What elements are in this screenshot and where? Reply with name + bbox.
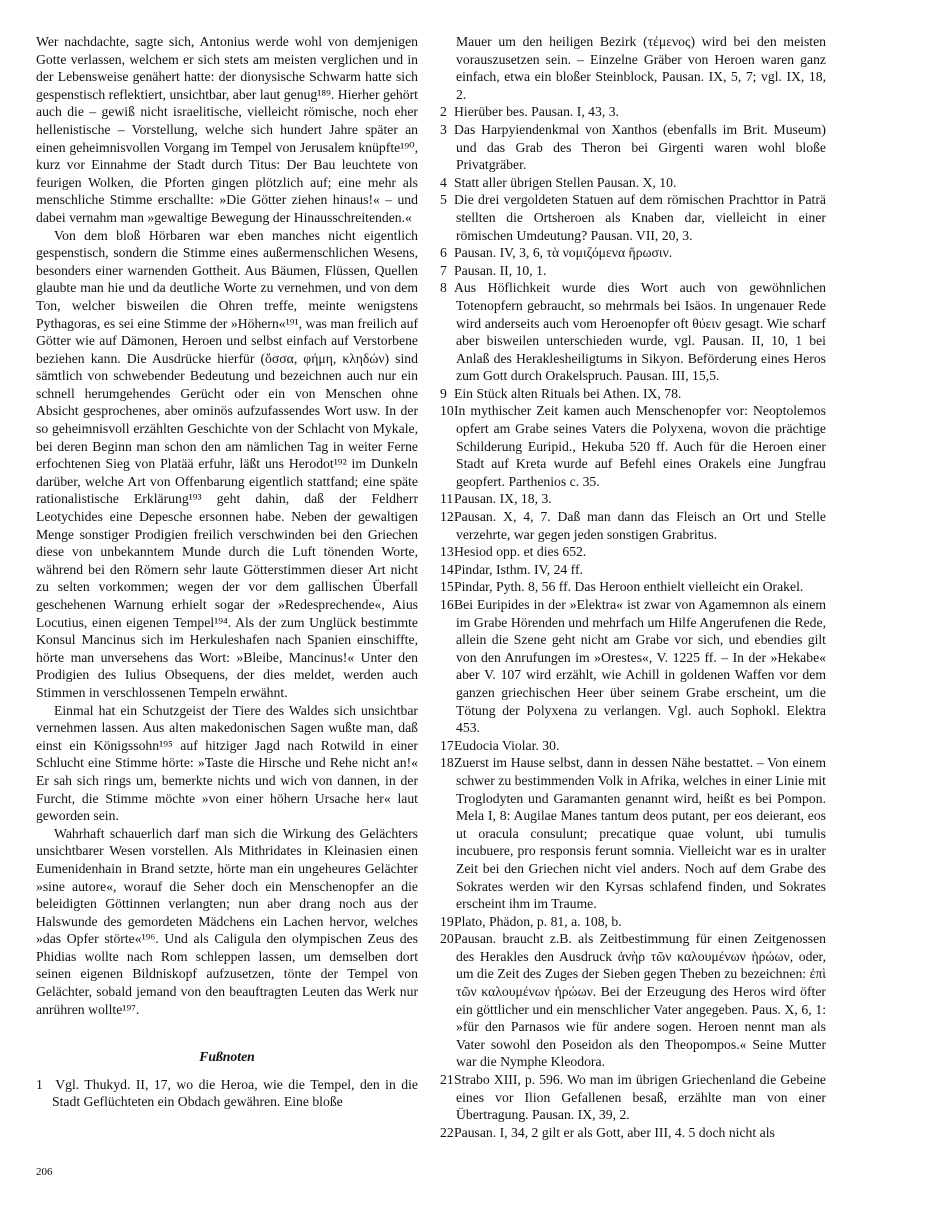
paragraph: Einmal hat ein Schutzgeist der Tiere des Waldes sich unsichtbar vernehmen lassen. Aus alten makedonischen Sagen wußte man, daß einst ein Königssohn¹⁹⁵ auf hitziger Jagd nach Rotwild in einer Schlucht eine Stimme hörte: »Taste die Hirsche und Rehe nicht an!« Er sah sich rings um, bemerkte nichts und wich von dannen, in der Furcht, die Stimme möchte »von einer höhern Ursache her« laut geworden sein. — [36, 702, 418, 824]
footnote-number: 4 — [440, 174, 447, 190]
footnote-text: In mythischer Zeit kamen auch Menschenopfer vor: Neoptolemos opfert am Grabe seines Vaters die Polyxena, wovon die prächtige Schilderung Euripid., Hekuba 520 ff. Auch für die Heroen einer Stadt auf Kreta wurde auf Befehl eines Orakels eine Jungfrau geopfert. Parthenios c. 35. — [454, 403, 826, 489]
footnote-text: Pausan. II, 10, 1. — [454, 262, 547, 278]
footnote-text: Strabo XIII, p. 596. Wo man im übrigen Griechenland die Gebeine eines vor Ilion Gefallenen besaß, erzählte man von einer Übertragung. Pausan. IX, 39, 2. — [454, 1072, 826, 1123]
footnote — [440, 244, 826, 262]
footnote — [440, 930, 826, 1071]
footnote-number: 21 — [440, 1072, 454, 1088]
footnote — [440, 121, 826, 174]
footnote-text: Bei Euripides in der »Elektra« ist zwar von Agamemnon als einem im Grabe Hörenden und mehrfach um Hilfe Angerufenen die Rede, allein die Szene geht nicht am Grabe vor sich, und ebendies gilt von den Anrufungen im »Orestes«, V. 1225 ff. – In der »Hekabe« aber V. 107 wird erzählt, wie Achill in goldenen Waffen vor dem ganzen griechischen Heer über seinem Grabe erscheint, um die Tötung der Polyxena zu verlangen. Vgl. auch Sophokl. Elektra 453. — [454, 597, 826, 736]
footnote-continuation — [440, 33, 826, 103]
footnote-number: 10 — [440, 403, 454, 419]
footnote — [36, 1076, 418, 1111]
footnote-text: Hierüber bes. Pausan. I, 43, 3. — [454, 104, 619, 120]
paragraph: Wer nachdachte, sagte sich, Antonius werde wohl von demjenigen Gotte verlassen, welchem er sich stets am meisten verglichen und in der Lebensweise genähert hatte: der dionysische Schwarm hatte sich gespenstisch reflektiert, unsichtbar, aber laut genug¹⁸⁹. Hierher gehört auch die – gewiß nicht israelitische, vielleicht römische, noch eher hellenistische – Vorstellung, welche sich hundert Jahre später an einen geheimnisvollen Vorgang im Tempel von Jerusalem knüpfte¹⁹⁰, kurz vor Einnahme der Stadt durch Titus: Der Bau leuchtete von feurigen Wolken, die Pforten gingen plötzlich auf; eine mehr als menschliche Stimme erschallte: »Die Götter ziehen hinaus!« – und dabei vernahm man »gewaltige Bewegung der Hinausschreitenden.« — [36, 34, 418, 225]
footnote-text: Pindar, Isthm. IV, 24 ff. — [454, 561, 583, 577]
footnote-number: 1 — [36, 1076, 43, 1092]
footnote-number: 3 — [440, 121, 447, 137]
footnote-text: Pindar, Pyth. 8, 56 ff. Das Heroon enthielt vielleicht ein Orakel. — [454, 579, 804, 595]
footnote-text: Zuerst im Hause selbst, dann in dessen Nähe bestattet. – Von einem schwer zu bestimmenden Volk in Afrika, welches in einer Linie mit Troglodyten und Garamanten genannt wird, heißt es bei Pompon. Mela I, 8: Augilae Manes tantum deos putant, per eos deierant, eos ut oracula consulunt; precatique quae volunt, ubi tumulis incubuere, pro responsis ferunt somnia. Vielleicht war es in uralter Zeit bei den Griechen nicht viel anders. Noch auf dem Grabe des Sokrates werden wir den Kyrsas schlafend finden, und Sokrates erscheint ihm im Traume. — [454, 755, 826, 912]
footnote-number: 18 — [440, 755, 454, 771]
footnote — [440, 508, 826, 543]
footnote-text: Statt aller übrigen Stellen Pausan. X, 10. — [454, 174, 677, 190]
footnote-number: 17 — [440, 737, 454, 753]
footnote-number: 15 — [440, 579, 454, 595]
footnote-number: 8 — [440, 280, 447, 296]
footnote — [440, 913, 826, 931]
right-column — [440, 33, 826, 1141]
footnote-text: Pausan. IV, 3, 6, τὰ νομιζόμενα ἥρωσιν. — [454, 245, 673, 261]
footnote-number: 6 — [440, 245, 447, 261]
footnote — [440, 174, 826, 192]
footnote — [440, 578, 826, 596]
footnote-number: 22 — [440, 1124, 454, 1140]
footnote-number: 2 — [440, 104, 447, 120]
paragraph: Wahrhaft schauerlich darf man sich die Wirkung des Gelächters unsichtbarer Wesen vorstellen. Als Mithridates in Kleinasien einen Eumenidenhain in Brand setzte, hörte man ein ungeheures Gelächter »sine autore«, worauf die Seher doch ein Menschenopfer an die beleidigten Göttinnen verlangten; nun aber drang noch aus der Halswunde des gemordeten Mädchens ein Lachen hervor, welches »das Opfer störte«¹⁹⁶. Und als Caligula den olympischen Zeus des Phidias wollte nach Rom schleppen lassen, um demselben dort seinen eigenen Bildniskopf aufzusetzen, tönte der Tempel von Gelächter, sobald jemand von den beauftragten Leuten das Werk nur anrühren wollte¹⁹⁷. — [36, 825, 418, 1017]
footnote — [440, 191, 826, 244]
footnote-text: Aus Höflichkeit wurde dies Wort auch von gewöhnlichen Totenopfern gebraucht, so mehrmals bei Isäos. In ungenauer Rede wird anderseits auch vom Heroenopfer oft θύειν gesagt. Wie scharf aber bisweilen unterschieden wurde, vgl. Pausan. II, 10, 1 bei Anlaß des Heraklesheiligtums in Sikyon. Beförderung eines Heros zum Gott durch Orakelspruch. Pausan. III, 15,5. — [454, 280, 826, 384]
footnote-number: 5 — [440, 192, 447, 208]
footnote — [440, 490, 826, 508]
footnote — [440, 543, 826, 561]
footnote — [440, 279, 826, 385]
footnote-text: Ein Stück alten Rituals bei Athen. IX, 78. — [454, 385, 682, 401]
footnote-text: Die drei vergoldeten Statuen auf dem römischen Prachttor in Paträ stellten die Ortsheroen als Knaben dar, vielleicht in einer römischen Umdeutung? Pausan. VII, 20, 3. — [454, 192, 826, 243]
footnote-number: 16 — [440, 597, 454, 612]
footnote-text: Pausan. I, 34, 2 gilt er als Gott, aber III, 4. 5 doch nicht als — [454, 1124, 775, 1140]
footnotes-heading: Fußnoten — [199, 1049, 255, 1065]
footnote-number: 20 — [440, 931, 454, 947]
footnote-number: 12 — [440, 509, 454, 525]
footnote — [440, 561, 826, 579]
left-column — [36, 33, 418, 1111]
paragraph: Von dem bloß Hörbaren war eben manches nicht eigentlich gespenstisch, sondern die Stimme eines außermenschlichen Wesens, besonders einer warnenden Gottheit. Aus Bäumen, Flüssen, Quellen glaubte man hie und da deutliche Worte zu vernehmen, und von dem Ton, welcher bisweilen die Ohren treffe, meinte wenigstens Pythagoras, es sei eine Stimme der »Höhern«¹⁹¹, was man freilich auf Götter wie auf Dämonen, Heroen und selbst einfach auf Verstorbene beziehen kann. Die Ausdrücke hierfür (ὄσσα, φήμη, κληδών) sind sämtlich von schwebender Bedeutung und bezeichnen auch nur ein schnell herumgehendes Gerücht oder ein von Menschen ohne Absicht gesprochenes, aber ominös aufzufassendes Wort usw. In der so geheimnisvoll erzählten Geschichte von der Schlacht von Mykale, bei deren Beginn man schon den am nämlichen Tag in weiter Ferne erfochtenen Sieg von Platää erfuhr, läßt uns Herodot¹⁹² im Dunkeln darüber, welche Art von Offenbarung eigentlich stattfand; eine späte rationalistische Erklärung¹⁹³ geht dahin, daß der Feldherr Leotychides eine Depesche ersonnen habe. Neben der gewaltigen Menge sonstiger Prodigien freilich verschwinden bei den Griechen diese von unbekanntem Munde durch die Luft tönenden Worte, während bei den Römern sehr laute Götterstimmen dieser Art nicht zu selten vorkommen; wegen der vor dem gallischen Überfall geschehenen Warnung erhielt sogar der »Redesprechende«, Aius Locutius, einen eigenen Tempel¹⁹⁴. Als der zum Unglück bestimmte Konsul Mancinus sich im Herkuleshafen nach Spanien einschiffte, hörte man unversehens das Wort: »Bleibe, Mancinus!« Unter den Prodigien des Iulius Obsequens, der dies meldet, werden auch Stimmen in verschlossenen Tempeln erwähnt. — [36, 227, 418, 700]
footnote-text: Hesiod opp. et dies 652. — [454, 544, 587, 560]
footnote-text: Mauer um den heiligen Bezirk (τέμενος) wird bei den meisten vorauszusetzen sein. – Einzelne Gräber von Heroen waren ganz einfach, etwa ein bloßer Steinblock, Pausan. IX, 5, 7; vgl. IX, 18, 2. — [456, 34, 826, 102]
footnote-text: Das Harpyiendenkmal von Xanthos (ebenfalls im Brit. Museum) und das Grab des Theron bei Girgenti waren wohl bloße Privatgräber. — [454, 121, 826, 173]
footnote — [440, 1071, 826, 1124]
footnote — [440, 262, 826, 280]
footnote — [440, 402, 826, 490]
footnote-number: 7 — [440, 262, 447, 278]
footnote-text: Pausan. X, 4, 7. Daß man dann das Fleisch an Ort und Stelle verzehrte, war gegen jeden sonstigen Grabritus. — [454, 509, 826, 542]
footnote — [440, 596, 826, 737]
footnote-text: Plato, Phädon, p. 81, a. 108, b. — [454, 913, 622, 929]
footnote — [440, 754, 826, 912]
footnote-text: Vgl. Thukyd. II, 17, wo die Heroa, wie die Tempel, den in die Stadt Geflüchteten ein Obdach gewähren. Eine bloße — [52, 1076, 418, 1110]
footnote-number: 19 — [440, 913, 454, 929]
footnote — [440, 1124, 826, 1142]
footnote-number: 14 — [440, 561, 454, 577]
page-number: 206 — [36, 1166, 53, 1178]
footnote-text: Pausan. braucht z.B. als Zeitbestimmung für einen Zeitgenossen des Herakles den Ausdruck ἀνὴρ τῶν καλουμένων ἡρώων, oder, um die Zeit des Zuges der Sieben gegen Theben zu bezeichnen: ἐπὶ τῶν καλουμένων ἡρώων. Bei der Erzeugung des Heros wird öfter ein göttlicher und ein menschlicher Vater angegeben. Paus. X, 6, 1: »für den Parnasos wie für andere sogen. Heroen nennt man als Vater sowohl den Poseidon als den Theopompos.« Seine Mutter war die Nymphe Kleodora. — [454, 931, 826, 1070]
footnote-number: 9 — [440, 385, 447, 401]
footnote-text: Pausan. IX, 18, 3. — [454, 491, 552, 507]
footnote-text: Eudocia Violar. 30. — [454, 737, 560, 753]
footnote-number: 11 — [440, 491, 454, 507]
footnote — [440, 385, 826, 403]
footnote — [440, 103, 826, 121]
footnote-number: 13 — [440, 544, 454, 560]
footnote — [440, 737, 826, 755]
